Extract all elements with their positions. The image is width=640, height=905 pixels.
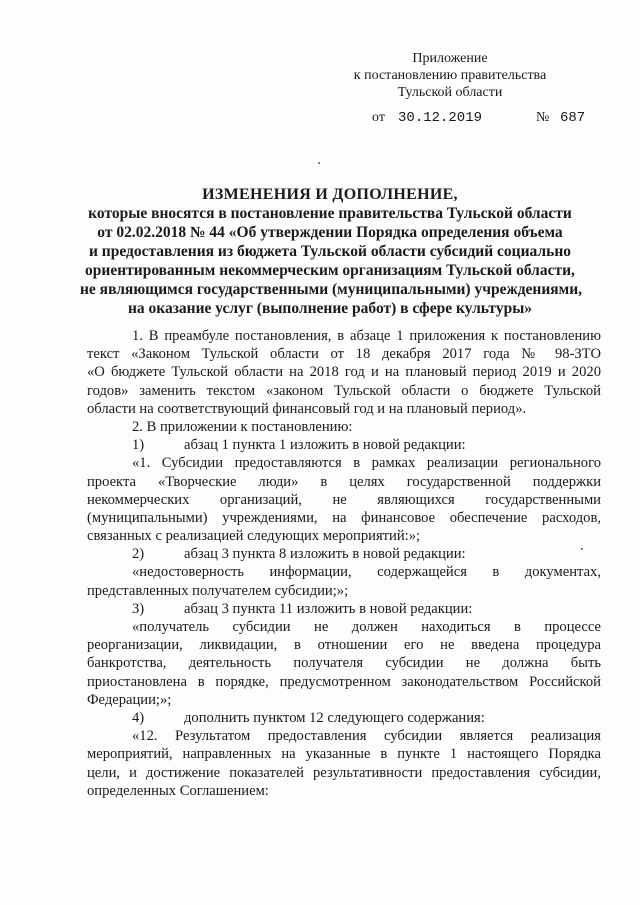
list-item-number: 2): [132, 546, 145, 563]
document-number: 687: [560, 110, 586, 126]
quote-line: приостановлена в порядке, предусмотренном законодательством Российской: [87, 673, 601, 690]
quote-line: проекта «Творческие люди» в целях государственной поддержки: [87, 473, 601, 490]
quote-line: цели, и достижение показателей результативности предоставления субсидии,: [87, 764, 601, 781]
quote-line: Федерации;»;: [87, 691, 172, 708]
list-item-number: 3): [132, 600, 145, 617]
appendix-line-2: к постановлению правительства: [353, 68, 547, 83]
body-line: текст «Законом Тульской области от 18 декабря 2017 года № 98-ЗТО: [87, 346, 601, 363]
list-item: [87, 545, 601, 563]
title-line: не являющимся государственными (муниципальными) учреждениями,: [80, 281, 583, 298]
date-from-label: от: [372, 110, 385, 125]
quote-line: «1. Субсидии предоставляются в рамках реализации регионального: [132, 455, 601, 472]
body-line: области на соответствующий финансовый год и на плановый период».: [87, 400, 527, 417]
appendix-line-3: Тульской области: [397, 85, 503, 100]
body-line: 2. В приложении к постановлению:: [132, 418, 353, 435]
quote-line: определенных Соглашением:: [87, 782, 269, 799]
quote-line: «получатель субсидии не должен находиться в процессе: [132, 619, 601, 635]
scan-speck: [318, 162, 320, 164]
document-body: [87, 327, 601, 800]
list-item: [87, 709, 601, 727]
document-title: [80, 185, 583, 318]
title-line: и предоставления из бюджета Тульской области субсидий социально: [89, 243, 571, 260]
quote-line: связанных с реализацией следующих мероприятий:»;: [87, 528, 421, 545]
quote-line: мероприятий, направленных на указанные в пункте 1 настоящего Порядка: [87, 746, 601, 763]
date-number-line: [372, 110, 586, 126]
title-line: которые вносятся в постановление правительства Тульской области: [88, 205, 572, 222]
quote-line: банкротства, деятельность получателя субсидии не должна быть: [87, 655, 601, 672]
body-line: 1. В преамбуле постановления, в абзаце 1 приложения к постановлению: [132, 328, 601, 344]
list-item-number: 4): [132, 709, 145, 726]
quote-line: некоммерческих организаций, не являющихся государственными: [87, 491, 601, 508]
number-label: №: [536, 110, 550, 125]
list-item-text: абзац 3 пункта 11 изложить в новой редакции:: [184, 600, 473, 617]
body-line: «О бюджете Тульской области на 2018 год и на плановый период 2019 и 2020: [87, 364, 601, 381]
scan-speck: [581, 548, 583, 550]
list-item: [87, 436, 601, 454]
title-line: на оказание услуг (выполнение работ) в сфере культуры»: [127, 300, 533, 317]
list-item-text: абзац 1 пункта 1 изложить в новой редакции:: [184, 437, 466, 454]
title-line: ориентированным некоммерческим организациям Тульской области,: [85, 262, 575, 279]
title-line: от 02.02.2018 № 44 «Об утверждении Порядка определения объема: [97, 224, 563, 241]
quote-line: реорганизации, ликвидации, в отношении его не введена процедура: [87, 637, 601, 654]
quote-line: (муниципальными) учреждениями, на финансовое обеспечение расходов,: [87, 509, 601, 526]
quote-line: «12. Результатом предоставления субсидии является реализация: [132, 728, 601, 745]
list-item-text: абзац 3 пункта 8 изложить в новой редакции:: [184, 546, 466, 563]
list-item-text: дополнить пунктом 12 следующего содержания:: [184, 709, 485, 726]
list-item-number: 1): [132, 437, 145, 454]
list-item: [87, 600, 601, 618]
body-line: годов» заменить текстом «законом Тульской области о бюджете Тульской: [87, 382, 601, 399]
title-main: ИЗМЕНЕНИЯ И ДОПОЛНЕНИЕ,: [202, 186, 458, 203]
document-date: 30.12.2019: [398, 110, 483, 126]
quote-line: «недостоверность информации, содержащейся в документах,: [132, 564, 601, 581]
appendix-line-1: Приложение: [412, 51, 488, 66]
appendix-header: [300, 50, 600, 101]
quote-line: представленных получателем субсидии;»;: [87, 582, 349, 599]
